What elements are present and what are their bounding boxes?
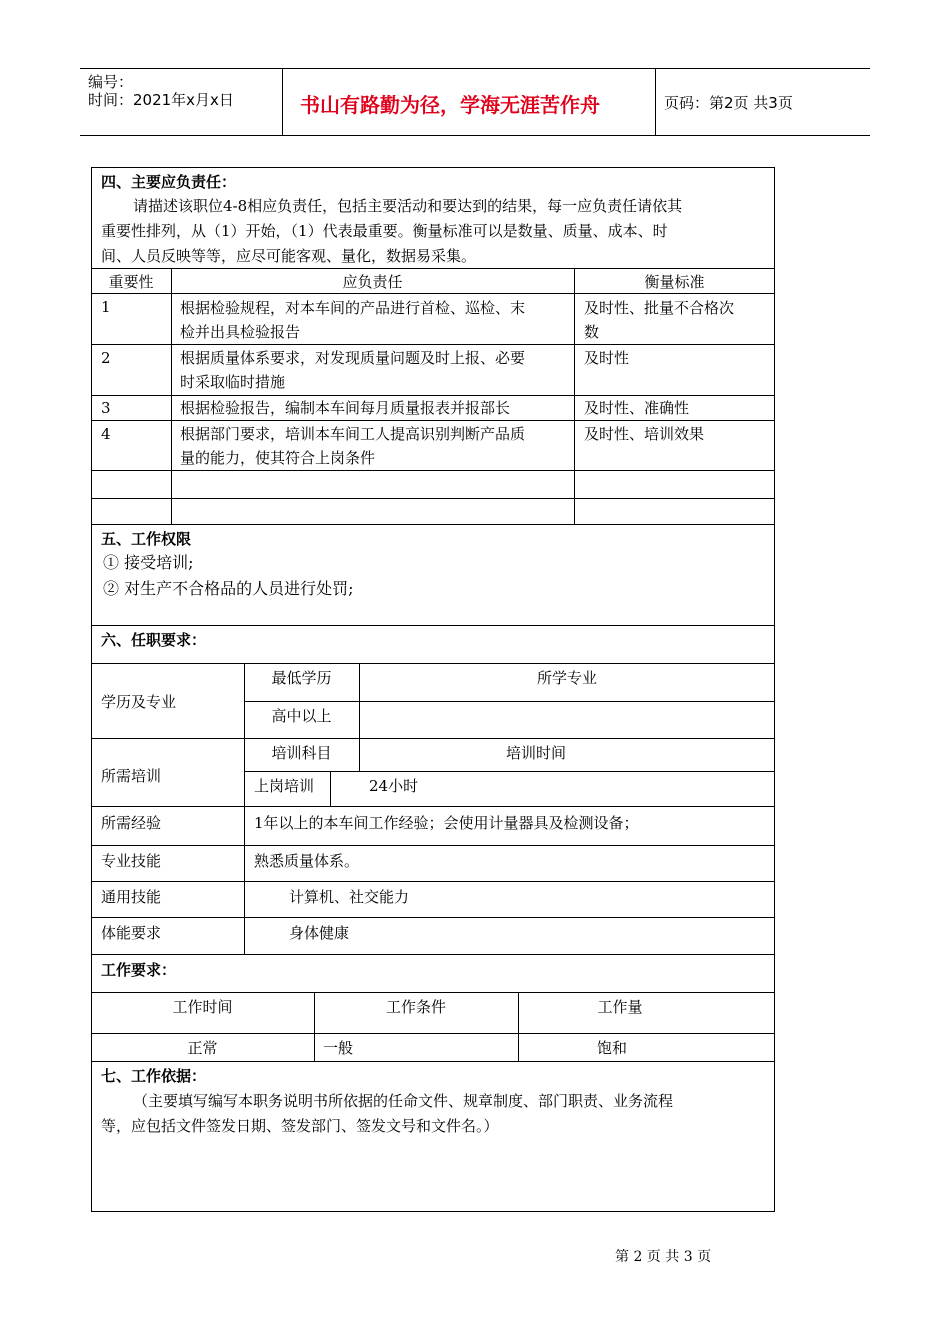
duty-rank: 3 [101, 399, 111, 417]
work-req-title: 工作要求： [101, 961, 177, 979]
duty-text-line: 根据质量体系要求，对发现质量问题及时上报、必要 [180, 349, 526, 367]
req-rule-train-bottom [91, 806, 775, 807]
req-train-value-divider [330, 771, 331, 806]
duty-standard-line: 数 [584, 323, 600, 341]
col-importance-header: 重要性 [108, 273, 154, 291]
duties-rule-bottom [91, 524, 775, 525]
header-bottom-rule [80, 135, 870, 136]
work-time-value: 正常 [187, 1039, 218, 1057]
motto-text: 书山有路勤为径，学海无涯苦作舟 [300, 93, 600, 117]
work-req-rule-top [91, 992, 775, 993]
work-req-rule-mid [91, 1033, 775, 1034]
experience-label: 所需经验 [101, 814, 162, 832]
serial-label: 编号： [88, 73, 134, 91]
work-condition-value: 一般 [323, 1039, 354, 1057]
gen-skill-value: 计算机、社交能力 [289, 888, 410, 906]
section4-intro-2: 重要性排列，从（1）开始，（1）代表最重要。衡量标准可以是数量、质量、成本、时 [101, 222, 668, 240]
work-req-rule-bottom [91, 1061, 775, 1062]
major-label: 所学专业 [536, 669, 597, 687]
work-load-header: 工作量 [597, 998, 643, 1016]
header-top-rule [80, 68, 870, 69]
footer-page-number: 第 2 页 共 3 页 [615, 1249, 712, 1265]
req-rule-train-mid [244, 771, 775, 772]
duty-standard-line: 及时性、准确性 [584, 399, 690, 417]
req-rule-skill-bottom [91, 881, 775, 882]
section5-title: 五、工作权限 [101, 530, 192, 548]
authority-item: ② 对生产不合格品的人员进行处罚; [103, 579, 354, 598]
page-info: 页码：第2页 共3页 [664, 94, 793, 112]
work-condition-header: 工作条件 [385, 998, 446, 1016]
pro-skill-label: 专业技能 [101, 852, 162, 870]
duty-text-line: 根据检验规程，对本车间的产品进行首检、巡检、末 [180, 299, 526, 317]
date-label: 时间：2021年x月x日 [88, 91, 234, 109]
header-divider-1 [282, 68, 283, 136]
training-label: 所需培训 [101, 767, 162, 785]
duty-rank: 2 [101, 349, 111, 367]
section6-title: 六、任职要求： [101, 631, 207, 649]
duty-standard-line: 及时性、批量不合格次 [584, 299, 735, 317]
req-rule-gen-bottom [91, 917, 775, 918]
section7-note-1: （主要填写编写本职务说明书所依据的任命文件、规章制度、部门职责、业务流程 [133, 1092, 674, 1110]
physical-label: 体能要求 [101, 924, 162, 942]
training-time-label: 培训时间 [505, 744, 566, 762]
duties-rule-4 [91, 470, 775, 471]
authority-item: ① 接受培训; [103, 553, 194, 572]
duties-col-divider-2 [574, 268, 575, 525]
work-time-header: 工作时间 [172, 998, 233, 1016]
duty-rank: 4 [101, 425, 111, 443]
section7-title: 七、工作依据： [101, 1067, 207, 1085]
section5-bottom-rule [91, 625, 775, 626]
edu-label: 学历及专业 [101, 693, 177, 711]
req-rule-phys-bottom [91, 954, 775, 955]
duties-rule-5 [91, 498, 775, 499]
duty-standard-line: 及时性、培训效果 [584, 425, 705, 443]
training-subject-value: 上岗培训 [254, 777, 315, 795]
col-duty-header: 应负责任 [342, 273, 403, 291]
duty-text-line: 根据部门要求，培训本车间工人提高识别判断产品质 [180, 425, 526, 443]
training-subject-label: 培训科目 [271, 744, 332, 762]
duties-rule-1 [91, 344, 775, 345]
duty-text-line: 量的能力，使其符合上岗条件 [180, 449, 376, 467]
duty-rank: 1 [101, 298, 111, 316]
gen-skill-label: 通用技能 [101, 888, 162, 906]
header-divider-2 [655, 68, 656, 136]
duty-standard-line: 及时性 [584, 349, 630, 367]
duties-col-divider-1 [171, 268, 172, 525]
section4-intro-3: 间、人员反映等等，应尽可能客观、量化，数据易采集。 [101, 247, 477, 265]
col-standard-header: 衡量标准 [644, 273, 705, 291]
training-time-value: 24小时 [369, 777, 419, 795]
req-rule-exp-bottom [91, 845, 775, 846]
req-rule-edu-bottom [91, 738, 775, 739]
section4-intro-1: 请描述该职位4-8相应负责任，包括主要活动和要达到的结果，每一应负责任请依其 [133, 197, 683, 215]
duty-text-line: 检并出具检验报告 [180, 323, 301, 341]
work-load-value: 饱和 [596, 1039, 627, 1057]
duties-rule-3 [91, 420, 775, 421]
section7-note-2: 等，应包括文件签发日期、签发部门、签发文号和文件名。） [101, 1117, 499, 1135]
section4-title: 四、主要应负责任： [101, 173, 237, 191]
req-rule-edu-mid [244, 701, 775, 702]
duties-rule-top [91, 268, 775, 269]
pro-skill-value: 熟悉质量体系。 [254, 852, 360, 870]
min-edu-value: 高中以上 [271, 707, 332, 725]
duty-text-line: 时采取临时措施 [180, 373, 286, 391]
experience-value: 1年以上的本车间工作经验；会使用计量器具及检测设备； [254, 814, 639, 832]
min-edu-label: 最低学历 [271, 669, 332, 687]
duty-text-line: 根据检验报告，编制本车间每月质量报表并报部长 [180, 399, 511, 417]
req-rule-top [91, 663, 775, 664]
physical-value: 身体健康 [289, 924, 350, 942]
